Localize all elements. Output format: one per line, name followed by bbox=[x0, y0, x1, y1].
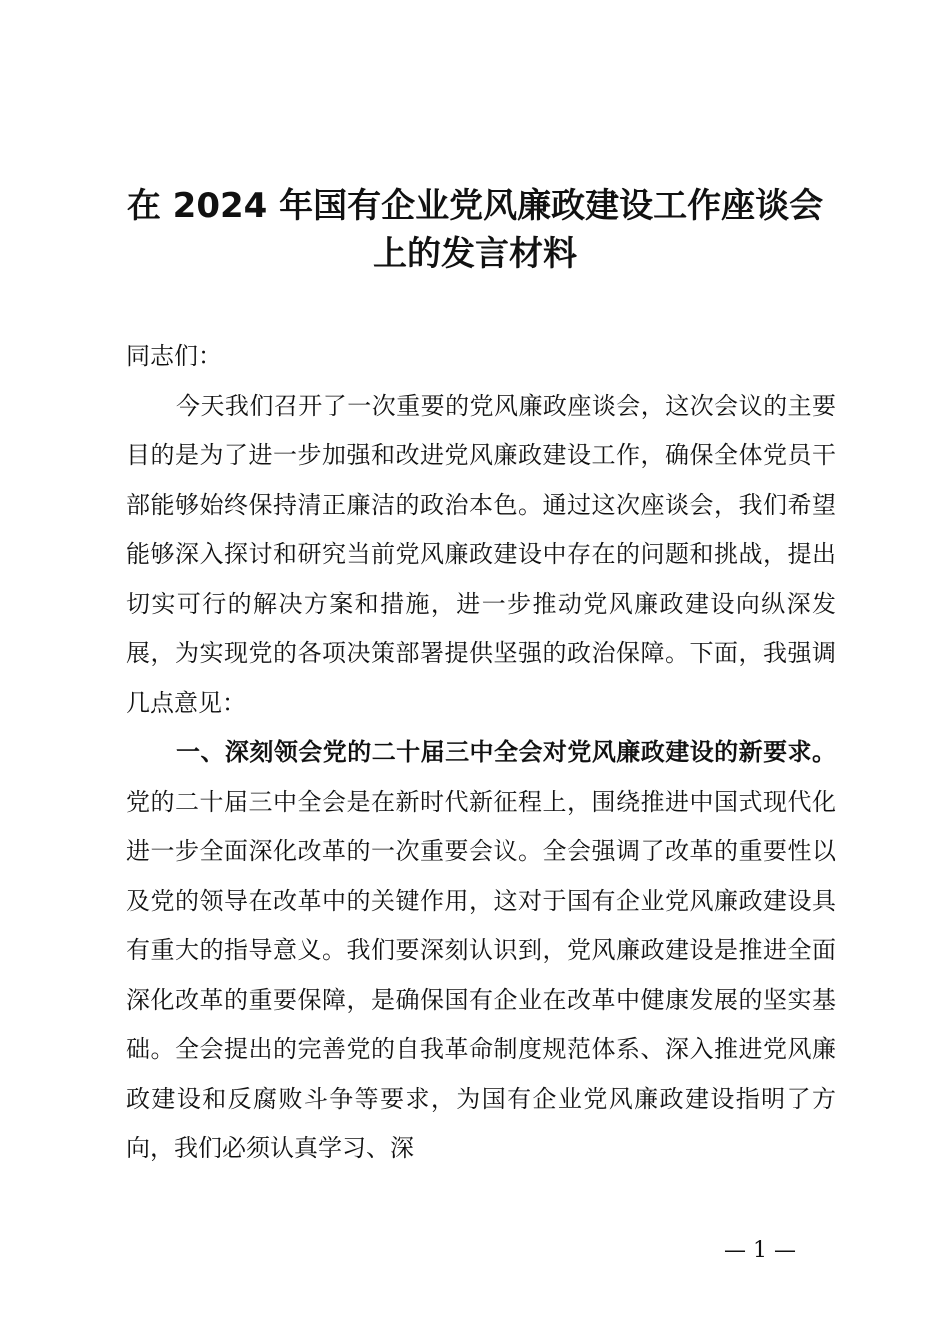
paragraph-section-1 bbox=[126, 728, 836, 1174]
title-line-1: 在 2024 年国有企业党风廉政建设工作座谈会 bbox=[126, 186, 824, 226]
paragraph-intro: 今天我们召开了一次重要的党风廉政座谈会，这次会议的主要目的是为了进一步加强和改进党风廉政建设工作，确保全体党员干部能够始终保持清正廉洁的政治本色。通过这次座谈会，我们希望能够深入探讨和研究当前党风廉政建设中存在的问题和挑战，提出切实可行的解决方案和措施，进一步推动党风廉政建设向纵深发展，为实现党的各项决策部署提供坚强的政治保障。下面，我强调几点意见： bbox=[126, 391, 836, 717]
page-number: — 1 — bbox=[724, 1238, 796, 1263]
document-title bbox=[110, 182, 840, 278]
document-body bbox=[126, 332, 836, 1174]
section-1-heading: 一、深刻领会党的二十届三中全会对党风廉政建设的新要求。 bbox=[176, 738, 836, 766]
salutation: 同志们： bbox=[126, 342, 222, 370]
title-line-2: 上的发言材料 bbox=[373, 234, 577, 274]
section-1-text: 党的二十届三中全会是在新时代新征程上，围绕推进中国式现代化进一步全面深化改革的一次重要会议。全会强调了改革的重要性以及党的领导在改革中的关键作用，这对于国有企业党风廉政建设具有重大的指导意义。我们要深刻认识到，党风廉政建设是推进全面深化改革的重要保障，是确保国有企业在改革中健康发展的坚实基础。全会提出的完善党的自我革命制度规范体系、深入推进党风廉政建设和反腐败斗争等要求，为国有企业党风廉政建设指明了方向，我们必须认真学习、深 bbox=[126, 787, 836, 1162]
